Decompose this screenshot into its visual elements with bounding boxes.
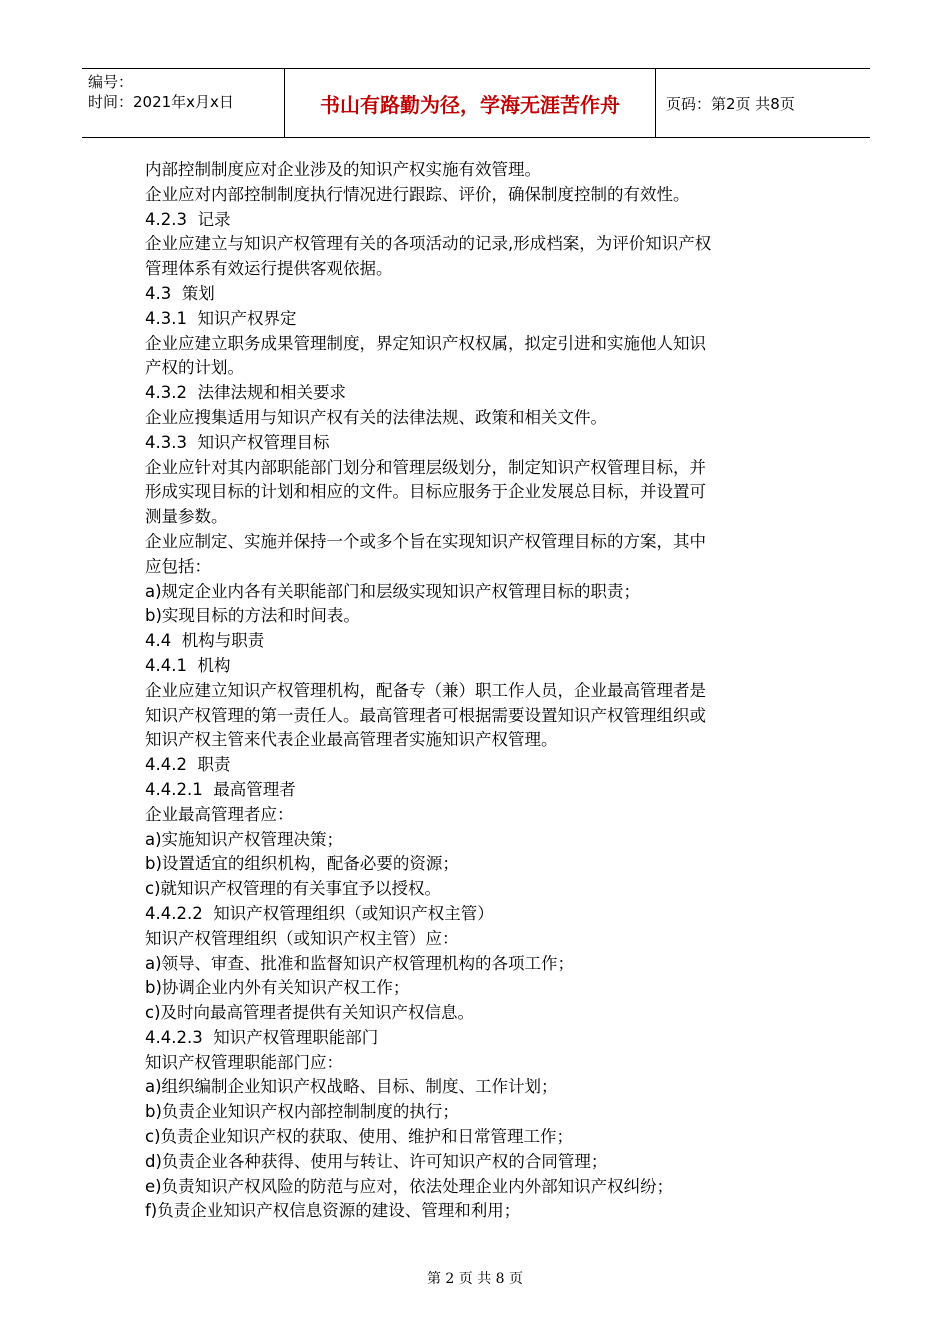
body-line: 应包括： bbox=[145, 556, 211, 576]
body-line: 4.4.2.3 知识产权管理职能部门 bbox=[145, 1027, 379, 1047]
body-line: 管理体系有效运行提供客观依据。 bbox=[145, 259, 393, 279]
doc-time: 时间：2021年x月x日 bbox=[88, 93, 234, 111]
header-motto: 书山有路勤为径，学海无涯苦作舟 bbox=[285, 69, 656, 137]
body-line: c)负责企业知识产权的获取、使用、维护和日常管理工作； bbox=[145, 1127, 574, 1147]
body-line: 知识产权管理职能部门应： bbox=[145, 1052, 343, 1072]
body-line: 测量参数。 bbox=[145, 507, 228, 527]
body-line: 企业应针对其内部职能部门划分和管理层级划分，制定知识产权管理目标，并 bbox=[145, 457, 706, 477]
body-line: a)规定企业内各有关职能部门和层级实现知识产权管理目标的职责； bbox=[145, 581, 641, 601]
document-body bbox=[145, 158, 815, 1224]
body-line: 4.4.1 机构 bbox=[145, 655, 231, 675]
header-page-code: 页码：第2页 共8页 bbox=[666, 94, 795, 113]
body-line: 产权的计划。 bbox=[145, 358, 244, 378]
body-line: 企业最高管理者应： bbox=[145, 804, 294, 824]
body-line: 4.4.2.1 最高管理者 bbox=[145, 779, 296, 799]
body-line: 企业应制定、实施并保持一个或多个旨在实现知识产权管理目标的方案，其中 bbox=[145, 531, 706, 551]
body-line: 知识产权主管来代表企业最高管理者实施知识产权管理。 bbox=[145, 730, 558, 750]
body-line: b)实现目标的方法和时间表。 bbox=[145, 606, 360, 626]
body-line: c)及时向最高管理者提供有关知识产权信息。 bbox=[145, 1003, 475, 1023]
body-line: 4.4.2.2 知识产权管理组织（或知识产权主管） bbox=[145, 903, 494, 923]
body-line: 4.3.3 知识产权管理目标 bbox=[145, 432, 330, 452]
body-line: 企业应搜集适用与知识产权有关的法律法规、政策和相关文件。 bbox=[145, 407, 607, 427]
body-line: 企业应建立职务成果管理制度，界定知识产权权属，拟定引进和实施他人知识 bbox=[145, 333, 706, 353]
body-line: a)领导、审查、批准和监督知识产权管理机构的各项工作； bbox=[145, 953, 575, 973]
body-line: 4.3 策划 bbox=[145, 283, 215, 303]
doc-number: 编号： bbox=[88, 73, 134, 91]
body-line: 4.4.2 职责 bbox=[145, 755, 231, 775]
body-line: a)实施知识产权管理决策； bbox=[145, 829, 344, 849]
body-line: b)负责企业知识产权内部控制制度的执行； bbox=[145, 1102, 459, 1122]
body-line: e)负责知识产权风险的防范与应对，依法处理企业内外部知识产权纠纷； bbox=[145, 1176, 674, 1196]
body-line: 4.2.3 记录 bbox=[145, 209, 231, 229]
body-line: b)协调企业内外有关知识产权工作； bbox=[145, 978, 410, 998]
header-meta bbox=[82, 69, 285, 137]
body-line: 4.3.2 法律法规和相关要求 bbox=[145, 383, 346, 403]
body-line: 企业应建立知识产权管理机构，配备专（兼）职工作人员，企业最高管理者是 bbox=[145, 680, 706, 700]
body-line: c)就知识产权管理的有关事宜予以授权。 bbox=[145, 879, 442, 899]
body-line: 知识产权管理组织（或知识产权主管）应： bbox=[145, 928, 459, 948]
body-line: 内部控制制度应对企业涉及的知识产权实施有效管理。 bbox=[145, 160, 541, 179]
body-line: 企业应对内部控制制度执行情况进行跟踪、评价，确保制度控制的有效性。 bbox=[145, 184, 690, 204]
body-line: 形成实现目标的计划和相应的文件。目标应服务于企业发展总目标，并设置可 bbox=[145, 482, 706, 502]
page-footer: 第 2 页 共 8 页 bbox=[426, 1271, 524, 1287]
body-line: b)设置适宜的组织机构，配备必要的资源； bbox=[145, 854, 459, 874]
body-line: d)负责企业各种获得、使用与转让、许可知识产权的合同管理； bbox=[145, 1151, 608, 1171]
body-line: 4.4 机构与职责 bbox=[145, 631, 265, 651]
page-header bbox=[82, 68, 870, 138]
body-line: 企业应建立与知识产权管理有关的各项活动的记录,形成档案，为评价知识产权 bbox=[145, 234, 712, 254]
body-line: f)负责企业知识产权信息资源的建设、管理和利用； bbox=[145, 1201, 521, 1221]
body-line: 知识产权管理的第一责任人。最高管理者可根据需要设置知识产权管理组织或 bbox=[145, 705, 706, 725]
body-line: 4.3.1 知识产权界定 bbox=[145, 308, 297, 328]
body-line: a)组织编制企业知识产权战略、目标、制度、工作计划； bbox=[145, 1077, 558, 1097]
